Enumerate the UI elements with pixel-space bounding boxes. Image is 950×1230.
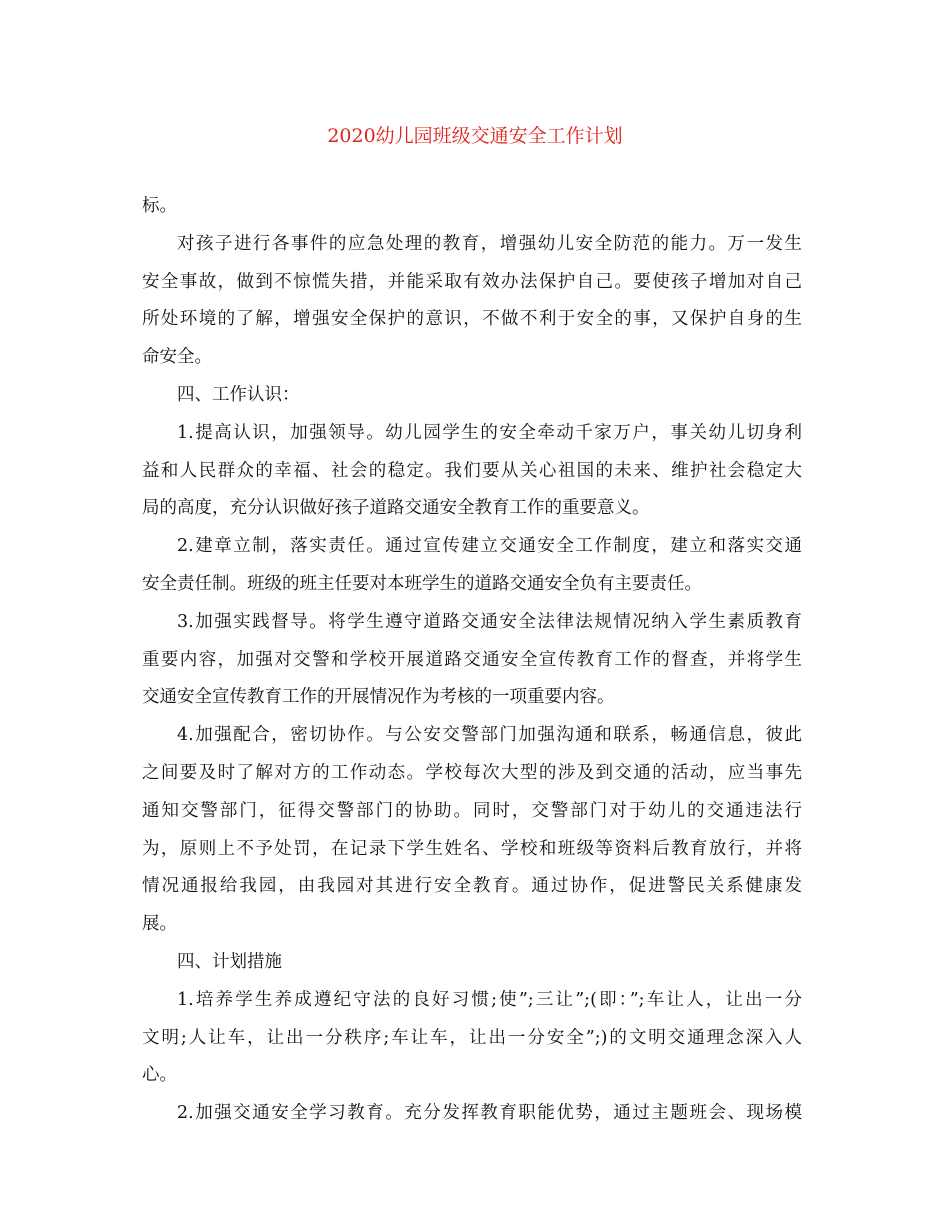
text-line: 安全事故，做到不惊慌失措，并能采取有效办法保护自己。要使孩子增加对自己 — [142, 271, 802, 292]
text-line: 标。 — [142, 196, 177, 216]
text-line: 重要内容，加强对交警和学校开展道路交通安全宣传教育工作的督查，并将学生 — [142, 649, 802, 670]
text-line: 为，原则上不予处罚，在记录下学生姓名、学校和班级等资料后教育放行，并将 — [142, 838, 802, 859]
text-line: 益和人民群众的幸福、社会的稳定。我们要从关心祖国的未来、维护社会稳定大 — [142, 460, 802, 481]
text-line: 之间要及时了解对方的工作动态。学校每次大型的涉及到交通的活动，应当事先 — [142, 762, 802, 783]
text-line: 对孩子进行各事件的应急处理的教育，增强幼儿安全防范的能力。万一发生 — [177, 233, 802, 254]
text-line: 1.培养学生养成遵纪守法的良好习惯;使”;三让”;(即：”;车让人，让出一分 — [177, 989, 802, 1010]
text-line: 1.提高认识，加强领导。幼儿园学生的安全牵动千家万户，事关幼儿切身利 — [177, 422, 802, 443]
text-line: 情况通报给我园，由我园对其进行安全教育。通过协作，促进警民关系健康发 — [142, 876, 802, 897]
text-line: 3.加强实践督导。将学生遵守道路交通安全法律法规情况纳入学生素质教育 — [177, 611, 802, 632]
text-line: 四、工作认识： — [177, 384, 300, 405]
text-line: 命安全。 — [142, 347, 212, 368]
text-line: 四、计划措施 — [177, 951, 282, 972]
text-line: 通知交警部门，征得交警部门的协助。同时，交警部门对于幼儿的交通违法行 — [142, 800, 802, 821]
text-line: 4.加强配合，密切协作。与公安交警部门加强沟通和联系，畅通信息，彼此 — [177, 725, 802, 746]
text-line: 2.加强交通安全学习教育。充分发挥教育职能优势，通过主题班会、现场模 — [177, 1103, 802, 1124]
text-line: 安全责任制。班级的班主任要对本班学生的道路交通安全负有主要责任。 — [142, 573, 702, 594]
text-line: 展。 — [142, 914, 177, 935]
text-line: 交通安全宣传教育工作的开展情况作为考核的一项重要内容。 — [142, 687, 615, 708]
text-line: 文明;人让车，让出一分秩序;车让车，让出一分安全”;)的文明交通理念深入人 — [142, 1027, 802, 1048]
document-body — [142, 188, 802, 1133]
text-line: 2.建章立制，落实责任。通过宣传建立交通安全工作制度，建立和落实交通 — [177, 536, 802, 557]
text-line: 局的高度，充分认识做好孩子道路交通安全教育工作的重要意义。 — [142, 498, 650, 519]
text-line: 所处环境的了解，增强安全保护的意识，不做不利于安全的事，又保护自身的生 — [142, 309, 802, 330]
document-title: 2020幼儿园班级交通安全工作计划 — [327, 125, 623, 147]
text-line: 心。 — [142, 1065, 177, 1086]
